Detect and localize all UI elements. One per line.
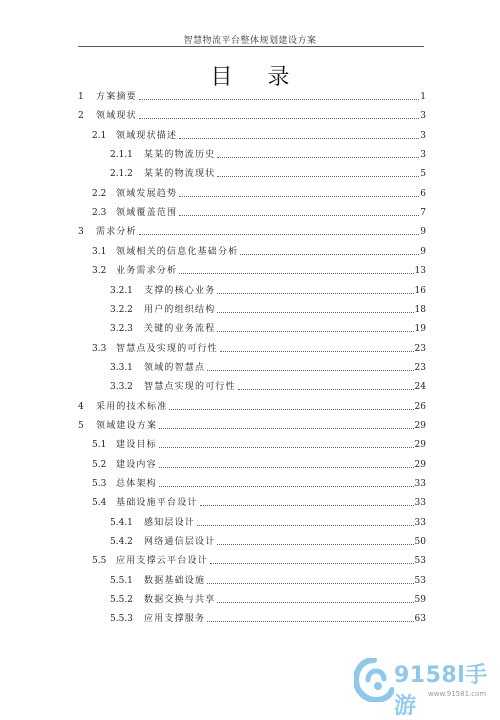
toc-dot-leader bbox=[179, 138, 419, 139]
toc-entry-page: 33 bbox=[414, 498, 426, 509]
toc-entry-label: 领域覆盖范围 bbox=[116, 208, 178, 219]
toc-dot-leader bbox=[139, 234, 419, 235]
toc-entry[interactable] bbox=[110, 304, 426, 316]
toc-title: 目 录 bbox=[210, 65, 304, 90]
toc-entry-page: 33 bbox=[414, 517, 426, 528]
toc-entry-page: 9 bbox=[420, 246, 426, 257]
toc-entry-page: 19 bbox=[414, 324, 426, 335]
toc-entry-page: 9 bbox=[420, 227, 426, 238]
toc-entry[interactable] bbox=[78, 110, 426, 122]
toc-entry-label: 应用支撑云平台设计 bbox=[116, 556, 208, 567]
toc-entry-number: 5.2 bbox=[92, 459, 107, 470]
toc-entry-label: 领域现状描述 bbox=[116, 130, 178, 141]
toc-entry-label: 支撑的核心业务 bbox=[144, 285, 216, 296]
toc-entry-label: 领域发展趋势 bbox=[116, 188, 178, 199]
toc-entry-page: 29 bbox=[414, 459, 426, 470]
toc-entry-number: 1 bbox=[78, 92, 84, 102]
toc-entry-page: 3 bbox=[420, 150, 426, 161]
toc-entry-number: 5.5.1 bbox=[110, 575, 133, 586]
toc-entry[interactable] bbox=[110, 285, 426, 297]
toc-entry[interactable] bbox=[78, 91, 426, 103]
toc-entry-page: 1 bbox=[420, 92, 426, 102]
toc-entry-page: 53 bbox=[414, 575, 426, 586]
toc-dot-leader bbox=[179, 215, 419, 216]
toc-entry-label: 数据交换与共享 bbox=[144, 595, 216, 606]
toc-entry[interactable] bbox=[110, 149, 426, 161]
toc-entry[interactable] bbox=[92, 439, 426, 451]
toc-entry-label: 总体架构 bbox=[116, 479, 157, 489]
toc-entry-page: 24 bbox=[414, 382, 426, 393]
toc-dot-leader bbox=[210, 563, 414, 564]
toc-entry[interactable] bbox=[92, 343, 426, 355]
toc-entry[interactable] bbox=[78, 401, 426, 413]
toc-entry-label: 网络通信层设计 bbox=[144, 537, 216, 548]
toc-entry[interactable] bbox=[92, 459, 426, 471]
toc-entry-page: 3 bbox=[420, 130, 426, 141]
toc-dot-leader bbox=[139, 99, 419, 100]
toc-entry[interactable] bbox=[110, 613, 426, 625]
toc-entry-page: 50 bbox=[414, 537, 426, 548]
toc-entry-number: 2.1 bbox=[92, 130, 107, 141]
watermark-url: www.91581.com bbox=[428, 690, 487, 698]
toc-entry-label: 领域的智慧点 bbox=[144, 362, 206, 373]
watermark-brand: 9158l手游 bbox=[394, 663, 488, 719]
toc-dot-leader bbox=[139, 118, 419, 119]
toc-entry-number: 3.3 bbox=[92, 343, 107, 354]
toc-entry[interactable] bbox=[78, 420, 426, 432]
toc-entry-page: 53 bbox=[414, 556, 426, 567]
toc-entry-number: 3.3.2 bbox=[110, 382, 133, 393]
toc-dot-leader bbox=[207, 583, 413, 584]
toc-entry-page: 33 bbox=[414, 479, 426, 489]
toc-entry-label: 建设内容 bbox=[116, 459, 157, 470]
toc-entry-label: 领域现状 bbox=[96, 111, 137, 122]
toc-entry[interactable] bbox=[110, 517, 426, 529]
toc-entry-label: 关键的业务流程 bbox=[144, 324, 216, 335]
toc-dot-leader bbox=[238, 389, 414, 390]
toc-entry[interactable] bbox=[110, 168, 426, 180]
toc-entry-label: 领域相关的信息化基础分析 bbox=[116, 246, 239, 257]
toc-entry-label: 需求分析 bbox=[96, 227, 137, 238]
toc-entry-page: 16 bbox=[414, 285, 426, 296]
toc-entry[interactable] bbox=[110, 381, 426, 393]
toc-dot-leader bbox=[159, 428, 413, 429]
toc-entry-number: 2.3 bbox=[92, 208, 107, 219]
toc-entry-number: 5.4.1 bbox=[110, 517, 133, 528]
toc-entry-number: 3.2.1 bbox=[110, 285, 133, 296]
toc-dot-leader bbox=[197, 525, 414, 526]
toc-entry[interactable] bbox=[92, 188, 426, 200]
toc-entry-number: 5.4 bbox=[92, 498, 107, 509]
toc-entry[interactable] bbox=[92, 555, 426, 567]
toc-entry-page: 26 bbox=[414, 401, 426, 412]
toc-dot-leader bbox=[217, 602, 413, 603]
toc-dot-leader bbox=[159, 486, 414, 487]
toc-entry-number: 3 bbox=[78, 227, 84, 238]
toc-entry[interactable] bbox=[78, 226, 426, 238]
toc-entry[interactable] bbox=[92, 207, 426, 219]
toc-dot-leader bbox=[220, 351, 414, 352]
toc-entry-label: 建设目标 bbox=[116, 440, 157, 451]
toc-entry-page: 7 bbox=[420, 208, 426, 219]
toc-dot-leader bbox=[179, 196, 419, 197]
toc-entry-label: 数据基础设施 bbox=[144, 575, 206, 586]
toc-entry[interactable] bbox=[110, 594, 426, 606]
toc-entry[interactable] bbox=[92, 497, 426, 509]
toc-entry[interactable] bbox=[92, 130, 426, 142]
toc-entry-page: 59 bbox=[414, 595, 426, 606]
toc-entry[interactable] bbox=[92, 478, 426, 490]
toc-entry-number: 2 bbox=[78, 111, 84, 122]
toc-dot-leader bbox=[207, 621, 413, 622]
toc-entry-number: 5.3 bbox=[92, 479, 107, 489]
toc-entry-number: 5 bbox=[78, 420, 84, 431]
toc-dot-leader bbox=[179, 273, 413, 274]
toc-entry[interactable] bbox=[110, 575, 426, 587]
toc-dot-leader bbox=[169, 409, 413, 410]
toc-entry[interactable] bbox=[110, 536, 426, 548]
toc-entry-label: 用户的组织结构 bbox=[144, 304, 216, 315]
toc-dot-leader bbox=[217, 157, 419, 158]
toc-entry[interactable] bbox=[110, 362, 426, 374]
toc-entry-number: 5.1 bbox=[92, 440, 107, 451]
toc-dot-leader bbox=[217, 331, 413, 332]
toc-entry-page: 3 bbox=[420, 111, 426, 122]
toc-entry-label: 某某的物流现状 bbox=[144, 169, 216, 180]
toc-entry-page: 13 bbox=[414, 266, 426, 277]
toc-entry-page: 23 bbox=[414, 362, 426, 373]
toc-entry-label: 领域建设方案 bbox=[96, 420, 158, 431]
toc-dot-leader bbox=[217, 312, 413, 313]
toc-entry-page: 23 bbox=[414, 343, 426, 354]
toc-entry-page: 29 bbox=[414, 420, 426, 431]
toc-entry-number: 3.2.2 bbox=[110, 304, 133, 315]
toc-entry-number: 3.1 bbox=[92, 246, 107, 257]
running-header: 智慧物流平台整体规划建设方案 bbox=[183, 36, 317, 46]
toc-entry-number: 5.5.3 bbox=[110, 614, 133, 625]
toc-dot-leader bbox=[240, 254, 419, 255]
toc-entry-number: 5.5.2 bbox=[110, 595, 133, 606]
toc-entry-page: 5 bbox=[420, 169, 426, 180]
toc-entry-page: 29 bbox=[414, 440, 426, 451]
toc-entry-number: 5.4.2 bbox=[110, 537, 133, 548]
toc-entry-label: 智慧点实现的可行性 bbox=[144, 382, 236, 393]
toc-entry-number: 5.5 bbox=[92, 556, 107, 567]
toc-dot-leader bbox=[217, 544, 413, 545]
watermark bbox=[354, 656, 500, 719]
toc-entry-number: 4 bbox=[78, 401, 84, 412]
toc-dot-leader bbox=[200, 505, 414, 506]
toc-entry[interactable] bbox=[92, 246, 426, 258]
toc-dot-leader bbox=[217, 176, 419, 177]
toc-entry-number: 3.3.1 bbox=[110, 362, 133, 373]
toc-entry-label: 某某的物流历史 bbox=[144, 150, 216, 161]
toc-entry[interactable] bbox=[92, 265, 426, 277]
toc-dot-leader bbox=[159, 467, 414, 468]
toc-entry-page: 63 bbox=[414, 614, 426, 625]
toc-dot-leader bbox=[217, 293, 413, 294]
toc-entry[interactable] bbox=[110, 323, 426, 335]
toc-entry-number: 2.1.1 bbox=[110, 150, 133, 161]
toc-entry-label: 感知层设计 bbox=[144, 517, 196, 528]
toc-entry-label: 基础设施平台设计 bbox=[116, 498, 198, 509]
toc-entry-page: 6 bbox=[420, 188, 426, 199]
toc-entry-label: 采用的技术标准 bbox=[96, 401, 168, 412]
toc-entry-number: 2.2 bbox=[92, 188, 107, 199]
toc-entry-number: 3.2 bbox=[92, 266, 107, 277]
toc-entry-page: 18 bbox=[414, 304, 426, 315]
toc-entry-label: 应用支撑服务 bbox=[144, 614, 206, 625]
toc-entry-label: 方案摘要 bbox=[96, 92, 137, 102]
toc-entry-number: 2.1.2 bbox=[110, 169, 133, 180]
toc-entry-label: 智慧点及实现的可行性 bbox=[116, 343, 219, 354]
toc-dot-leader bbox=[159, 447, 414, 448]
toc-entry-number: 3.2.3 bbox=[110, 324, 133, 335]
toc-entry-label: 业务需求分析 bbox=[116, 266, 178, 277]
toc-dot-leader bbox=[207, 370, 413, 371]
watermark-logo-icon bbox=[354, 658, 394, 702]
